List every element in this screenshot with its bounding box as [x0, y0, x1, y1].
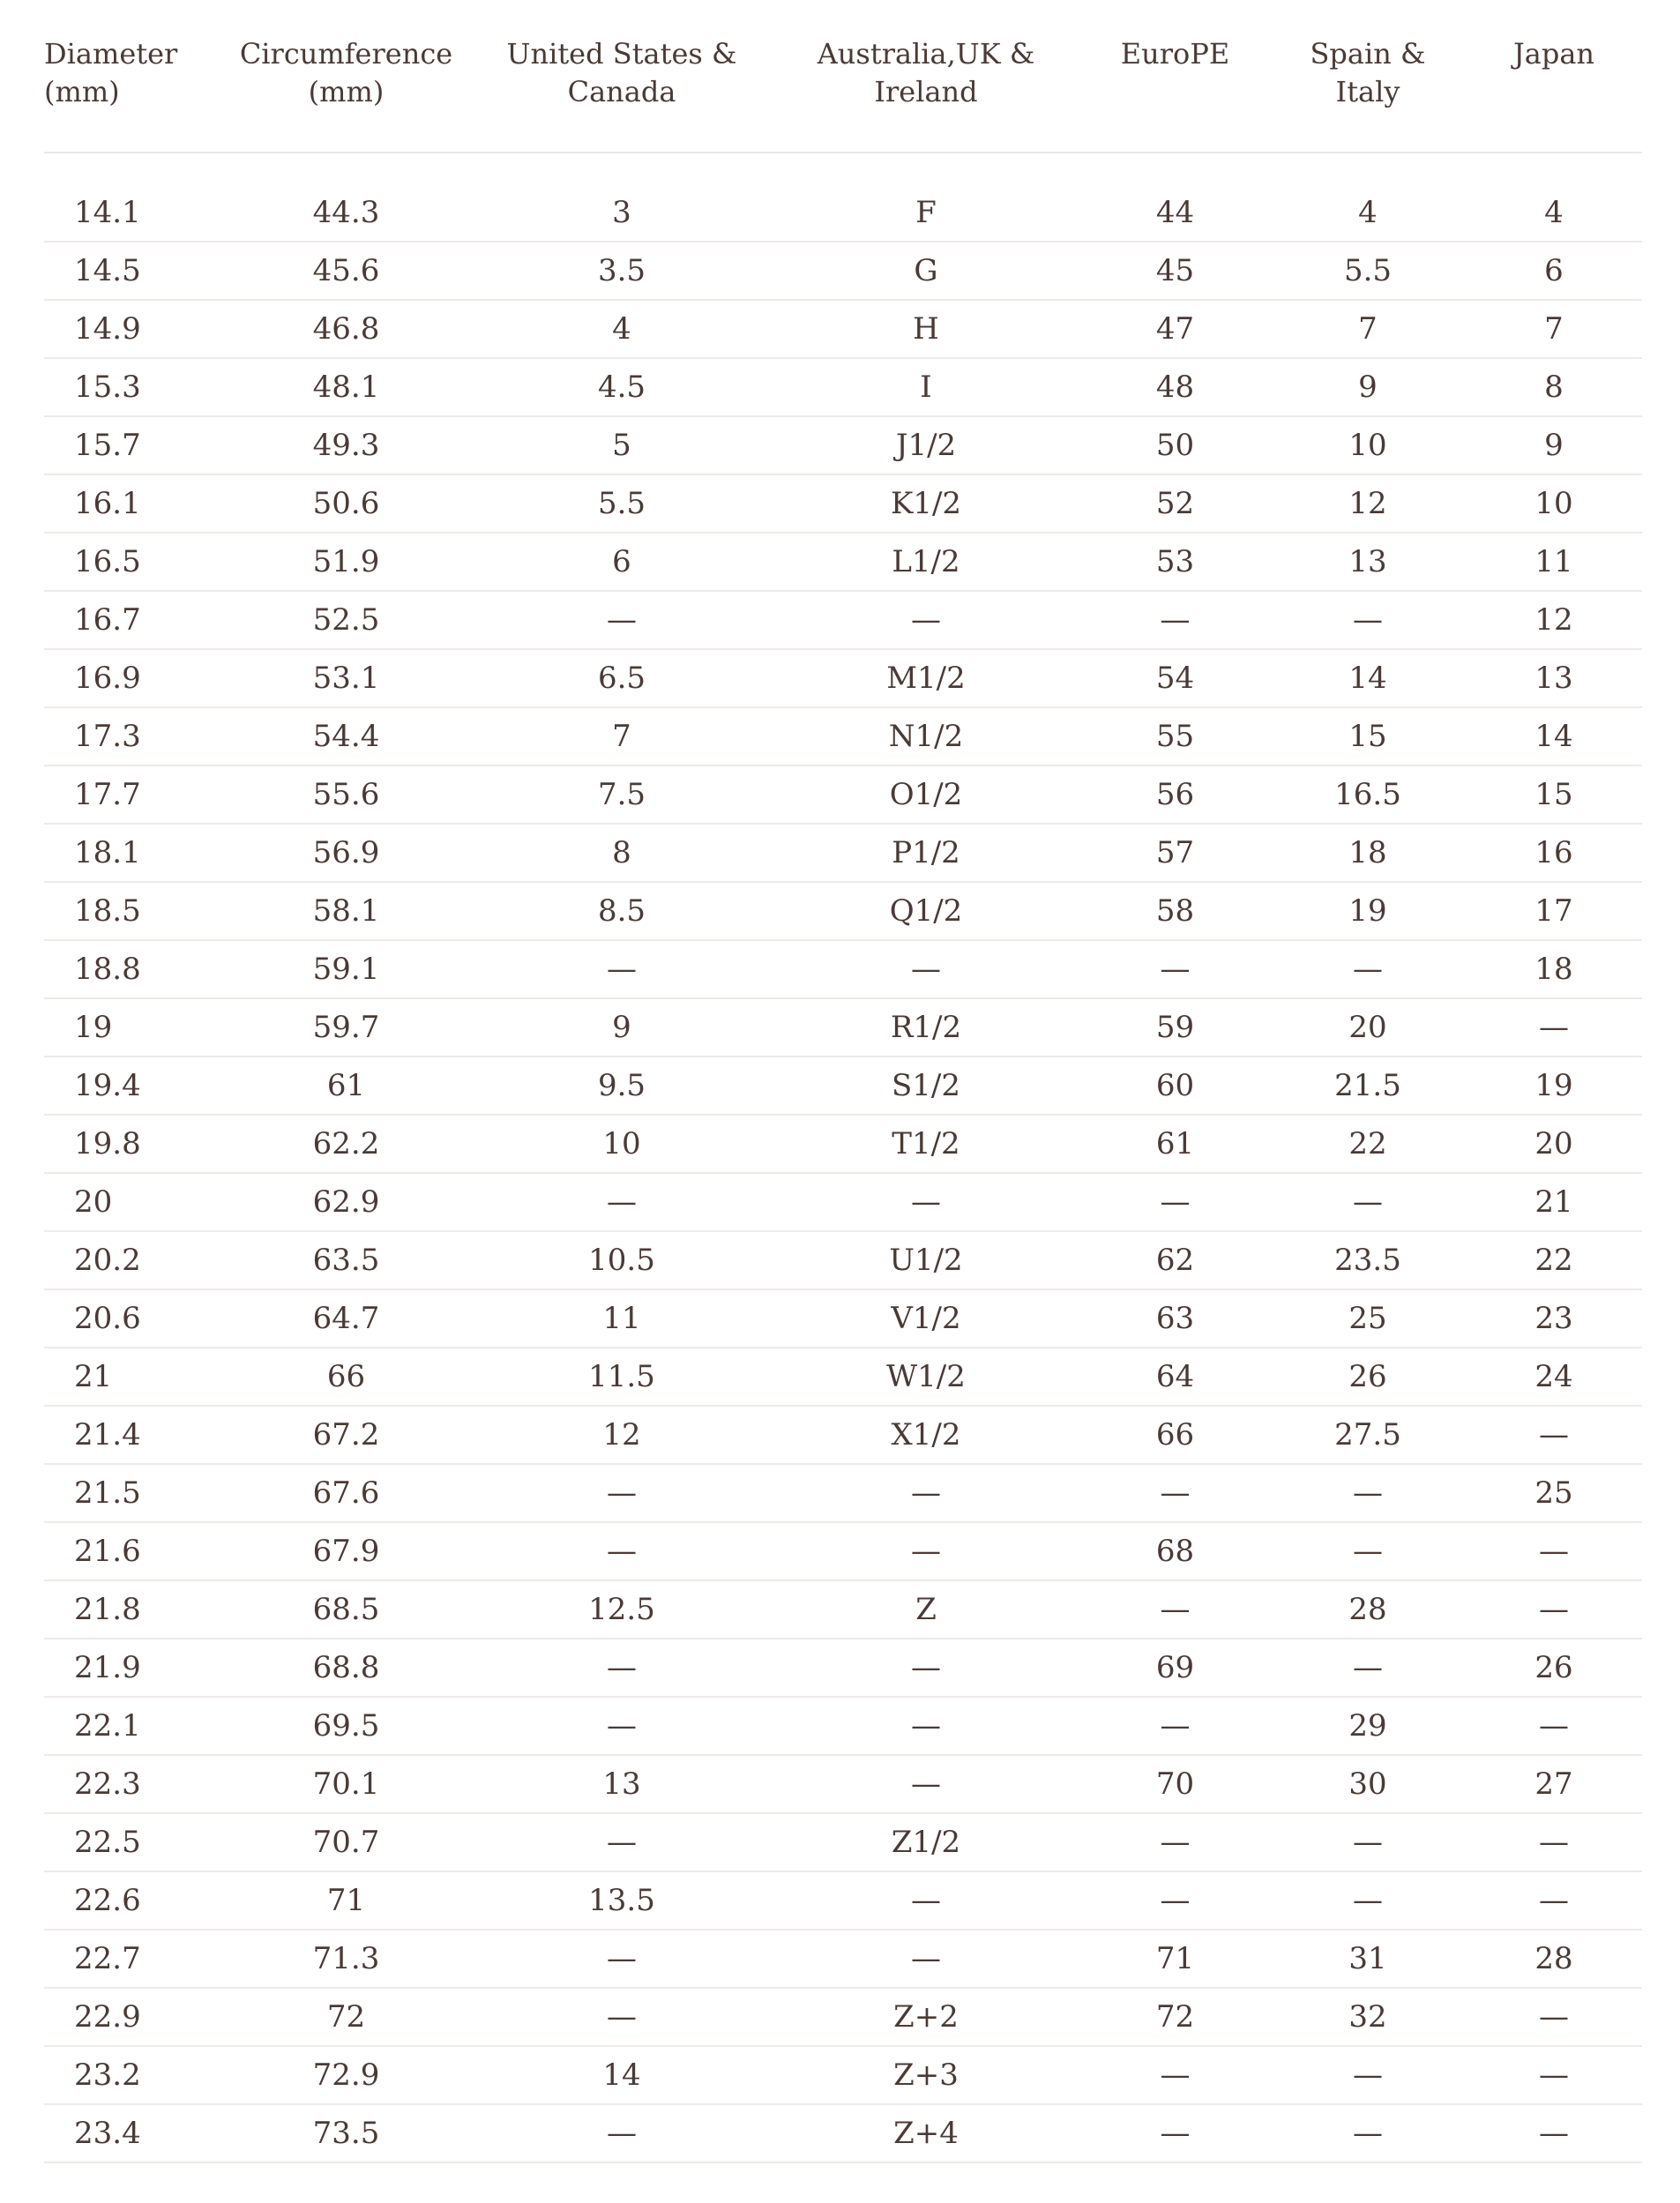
cell-circumference: 73.5 [220, 2104, 472, 2162]
cell-japan: — [1466, 1697, 1642, 1755]
cell-europe: — [1080, 1464, 1270, 1522]
cell-japan: 12 [1466, 591, 1642, 649]
cell-spain-italy: 4 [1270, 184, 1466, 242]
cell-europe: — [1080, 1871, 1270, 1930]
table-row [44, 2104, 1642, 2162]
cell-diameter: 22.3 [44, 1755, 220, 1813]
table-row [44, 882, 1642, 940]
cell-us-canada: 10.5 [472, 1231, 772, 1289]
header-row [44, 35, 1642, 153]
cell-europe: — [1080, 1173, 1270, 1231]
cell-japan: 14 [1466, 707, 1642, 765]
cell-europe: 64 [1080, 1348, 1270, 1406]
cell-us-canada: — [472, 1464, 772, 1522]
cell-japan: 11 [1466, 533, 1642, 591]
cell-spain-italy: 30 [1270, 1755, 1466, 1813]
cell-australia-uk-ireland: — [772, 591, 1080, 649]
cell-us-canada: — [472, 1173, 772, 1231]
cell-spain-italy: 22 [1270, 1115, 1466, 1173]
cell-australia-uk-ireland: — [772, 1697, 1080, 1755]
cell-diameter: 18.5 [44, 882, 220, 940]
cell-diameter: 23.2 [44, 2046, 220, 2104]
ring-size-table [44, 35, 1642, 2163]
cell-circumference: 46.8 [220, 300, 472, 358]
cell-spain-italy: 10 [1270, 416, 1466, 474]
cell-japan: 28 [1466, 1930, 1642, 1988]
cell-europe: — [1080, 1697, 1270, 1755]
cell-japan: 13 [1466, 649, 1642, 707]
cell-diameter: 18.8 [44, 940, 220, 998]
cell-spain-italy: — [1270, 591, 1466, 649]
cell-circumference: 69.5 [220, 1697, 472, 1755]
cell-us-canada: 14 [472, 2046, 772, 2104]
cell-spain-italy: 7 [1270, 300, 1466, 358]
cell-us-canada: — [472, 1697, 772, 1755]
cell-diameter: 21.8 [44, 1580, 220, 1639]
cell-australia-uk-ireland: P1/2 [772, 824, 1080, 882]
cell-us-canada: 11.5 [472, 1348, 772, 1406]
table-row [44, 474, 1642, 533]
cell-japan: — [1466, 1406, 1642, 1464]
cell-europe: — [1080, 2104, 1270, 2162]
table-row [44, 1522, 1642, 1580]
cell-us-canada: 3.5 [472, 242, 772, 300]
cell-diameter: 21.6 [44, 1522, 220, 1580]
cell-europe: 70 [1080, 1755, 1270, 1813]
cell-europe: 61 [1080, 1115, 1270, 1173]
cell-japan: 17 [1466, 882, 1642, 940]
cell-spain-italy: 26 [1270, 1348, 1466, 1406]
cell-japan: — [1466, 1871, 1642, 1930]
cell-spain-italy: 32 [1270, 1988, 1466, 2046]
table-row [44, 1639, 1642, 1697]
cell-circumference: 71 [220, 1871, 472, 1930]
cell-diameter: 21.5 [44, 1464, 220, 1522]
cell-australia-uk-ireland: Z+2 [772, 1988, 1080, 2046]
cell-australia-uk-ireland: N1/2 [772, 707, 1080, 765]
cell-us-canada: 11 [472, 1289, 772, 1348]
cell-diameter: 14.1 [44, 184, 220, 242]
cell-japan: — [1466, 1580, 1642, 1639]
cell-spain-italy: — [1270, 940, 1466, 998]
table-body [44, 153, 1642, 2162]
table-row [44, 1173, 1642, 1231]
table-row [44, 1988, 1642, 2046]
cell-europe: — [1080, 1813, 1270, 1871]
cell-spain-italy: 21.5 [1270, 1057, 1466, 1115]
table-row [44, 940, 1642, 998]
cell-japan: 15 [1466, 765, 1642, 824]
cell-europe: 62 [1080, 1231, 1270, 1289]
table-row [44, 1057, 1642, 1115]
cell-spain-italy: 25 [1270, 1289, 1466, 1348]
header-australia-uk-ireland: Australia,UK & Ireland [772, 35, 1080, 153]
cell-circumference: 55.6 [220, 765, 472, 824]
cell-diameter: 18.1 [44, 824, 220, 882]
cell-diameter: 22.5 [44, 1813, 220, 1871]
cell-circumference: 72 [220, 1988, 472, 2046]
cell-spain-italy: 9 [1270, 358, 1466, 416]
cell-europe: 57 [1080, 824, 1270, 882]
cell-us-canada: 7.5 [472, 765, 772, 824]
cell-diameter: 17.3 [44, 707, 220, 765]
cell-australia-uk-ireland: — [772, 1639, 1080, 1697]
cell-japan: — [1466, 1522, 1642, 1580]
cell-spain-italy: 20 [1270, 998, 1466, 1057]
cell-circumference: 52.5 [220, 591, 472, 649]
cell-us-canada: 6 [472, 533, 772, 591]
cell-diameter: 19.4 [44, 1057, 220, 1115]
cell-circumference: 72.9 [220, 2046, 472, 2104]
cell-australia-uk-ireland: F [772, 184, 1080, 242]
cell-europe: — [1080, 1580, 1270, 1639]
cell-australia-uk-ireland: — [772, 1930, 1080, 1988]
table-row [44, 824, 1642, 882]
cell-australia-uk-ireland: L1/2 [772, 533, 1080, 591]
cell-australia-uk-ireland: R1/2 [772, 998, 1080, 1057]
cell-us-canada: 4 [472, 300, 772, 358]
cell-us-canada: 5.5 [472, 474, 772, 533]
header-japan: Japan [1466, 35, 1642, 153]
cell-japan: 16 [1466, 824, 1642, 882]
header-spain-italy: Spain & Italy [1270, 35, 1466, 153]
cell-europe: 60 [1080, 1057, 1270, 1115]
cell-circumference: 59.7 [220, 998, 472, 1057]
cell-australia-uk-ireland: T1/2 [772, 1115, 1080, 1173]
cell-circumference: 44.3 [220, 184, 472, 242]
table-row [44, 358, 1642, 416]
table-row [44, 765, 1642, 824]
cell-circumference: 70.7 [220, 1813, 472, 1871]
cell-japan: 19 [1466, 1057, 1642, 1115]
cell-europe: 63 [1080, 1289, 1270, 1348]
cell-circumference: 58.1 [220, 882, 472, 940]
cell-spain-italy: 14 [1270, 649, 1466, 707]
cell-circumference: 51.9 [220, 533, 472, 591]
cell-australia-uk-ireland: O1/2 [772, 765, 1080, 824]
table-row [44, 184, 1642, 242]
cell-spain-italy: — [1270, 1871, 1466, 1930]
table-row [44, 649, 1642, 707]
cell-circumference: 54.4 [220, 707, 472, 765]
cell-circumference: 67.6 [220, 1464, 472, 1522]
table-row [44, 416, 1642, 474]
table-header [44, 35, 1642, 153]
cell-us-canada: — [472, 1930, 772, 1988]
cell-spain-italy: — [1270, 1173, 1466, 1231]
cell-us-canada: — [472, 1522, 772, 1580]
cell-australia-uk-ireland: S1/2 [772, 1057, 1080, 1115]
cell-spain-italy: 23.5 [1270, 1231, 1466, 1289]
cell-circumference: 49.3 [220, 416, 472, 474]
cell-europe: 66 [1080, 1406, 1270, 1464]
cell-europe: 47 [1080, 300, 1270, 358]
cell-spain-italy: 29 [1270, 1697, 1466, 1755]
cell-japan: 4 [1466, 184, 1642, 242]
cell-japan: 9 [1466, 416, 1642, 474]
cell-europe: 69 [1080, 1639, 1270, 1697]
cell-japan: — [1466, 998, 1642, 1057]
cell-europe: 59 [1080, 998, 1270, 1057]
cell-circumference: 61 [220, 1057, 472, 1115]
cell-us-canada: 8 [472, 824, 772, 882]
cell-us-canada: — [472, 1639, 772, 1697]
cell-spain-italy: 31 [1270, 1930, 1466, 1988]
cell-europe: 45 [1080, 242, 1270, 300]
cell-spain-italy: 12 [1270, 474, 1466, 533]
cell-diameter: 19.8 [44, 1115, 220, 1173]
cell-europe: 68 [1080, 1522, 1270, 1580]
cell-circumference: 63.5 [220, 1231, 472, 1289]
cell-japan: — [1466, 1988, 1642, 2046]
header-spacer [44, 153, 1642, 184]
cell-japan: 24 [1466, 1348, 1642, 1406]
cell-australia-uk-ireland: V1/2 [772, 1289, 1080, 1348]
cell-spain-italy: 5.5 [1270, 242, 1466, 300]
cell-japan: — [1466, 1813, 1642, 1871]
cell-diameter: 22.7 [44, 1930, 220, 1988]
cell-us-canada: 13 [472, 1755, 772, 1813]
table-row [44, 1348, 1642, 1406]
table-row [44, 1580, 1642, 1639]
header-europe: EuroPE [1080, 35, 1270, 153]
cell-diameter: 20.6 [44, 1289, 220, 1348]
cell-australia-uk-ireland: — [772, 1755, 1080, 1813]
cell-circumference: 62.2 [220, 1115, 472, 1173]
cell-europe: 58 [1080, 882, 1270, 940]
cell-diameter: 15.7 [44, 416, 220, 474]
cell-spain-italy: 18 [1270, 824, 1466, 882]
table-row [44, 1406, 1642, 1464]
header-us-canada: United States & Canada [472, 35, 772, 153]
cell-diameter: 16.1 [44, 474, 220, 533]
table-row [44, 2046, 1642, 2104]
cell-spain-italy: — [1270, 1522, 1466, 1580]
cell-japan: 21 [1466, 1173, 1642, 1231]
cell-circumference: 66 [220, 1348, 472, 1406]
cell-spain-italy: 13 [1270, 533, 1466, 591]
cell-us-canada: 10 [472, 1115, 772, 1173]
cell-australia-uk-ireland: Q1/2 [772, 882, 1080, 940]
cell-australia-uk-ireland: K1/2 [772, 474, 1080, 533]
cell-circumference: 67.2 [220, 1406, 472, 1464]
cell-europe: 44 [1080, 184, 1270, 242]
cell-europe: 56 [1080, 765, 1270, 824]
cell-spain-italy: — [1270, 2104, 1466, 2162]
cell-australia-uk-ireland: U1/2 [772, 1231, 1080, 1289]
cell-us-canada: — [472, 591, 772, 649]
cell-spain-italy: — [1270, 1464, 1466, 1522]
table-row [44, 242, 1642, 300]
cell-spain-italy: — [1270, 1639, 1466, 1697]
table-row [44, 1115, 1642, 1173]
cell-us-canada: 4.5 [472, 358, 772, 416]
table-row [44, 533, 1642, 591]
header-diameter: Diameter (mm) [44, 35, 220, 153]
cell-circumference: 53.1 [220, 649, 472, 707]
cell-circumference: 67.9 [220, 1522, 472, 1580]
cell-diameter: 22.1 [44, 1697, 220, 1755]
cell-us-canada: 12 [472, 1406, 772, 1464]
cell-circumference: 71.3 [220, 1930, 472, 1988]
table-row [44, 591, 1642, 649]
cell-us-canada: — [472, 1988, 772, 2046]
cell-diameter: 17.7 [44, 765, 220, 824]
cell-circumference: 50.6 [220, 474, 472, 533]
cell-diameter: 23.4 [44, 2104, 220, 2162]
cell-us-canada: 8.5 [472, 882, 772, 940]
cell-us-canada: — [472, 940, 772, 998]
cell-australia-uk-ireland: — [772, 1173, 1080, 1231]
cell-diameter: 21 [44, 1348, 220, 1406]
cell-europe: 53 [1080, 533, 1270, 591]
cell-europe: 71 [1080, 1930, 1270, 1988]
cell-diameter: 15.3 [44, 358, 220, 416]
cell-australia-uk-ireland: X1/2 [772, 1406, 1080, 1464]
cell-australia-uk-ireland: — [772, 1464, 1080, 1522]
cell-europe: 48 [1080, 358, 1270, 416]
cell-japan: 10 [1466, 474, 1642, 533]
cell-australia-uk-ireland: J1/2 [772, 416, 1080, 474]
cell-australia-uk-ireland: H [772, 300, 1080, 358]
cell-japan: 8 [1466, 358, 1642, 416]
cell-spain-italy: 28 [1270, 1580, 1466, 1639]
cell-japan: 25 [1466, 1464, 1642, 1522]
table-row [44, 1813, 1642, 1871]
cell-diameter: 14.9 [44, 300, 220, 358]
cell-spain-italy: 16.5 [1270, 765, 1466, 824]
cell-australia-uk-ireland: I [772, 358, 1080, 416]
cell-us-canada: 13.5 [472, 1871, 772, 1930]
cell-japan: — [1466, 2104, 1642, 2162]
cell-us-canada: 6.5 [472, 649, 772, 707]
cell-europe: 50 [1080, 416, 1270, 474]
cell-australia-uk-ireland: Z+4 [772, 2104, 1080, 2162]
cell-australia-uk-ireland: — [772, 1522, 1080, 1580]
cell-japan: 7 [1466, 300, 1642, 358]
cell-diameter: 22.6 [44, 1871, 220, 1930]
cell-circumference: 62.9 [220, 1173, 472, 1231]
cell-australia-uk-ireland: W1/2 [772, 1348, 1080, 1406]
cell-diameter: 16.9 [44, 649, 220, 707]
table-row [44, 998, 1642, 1057]
cell-diameter: 19 [44, 998, 220, 1057]
cell-europe: 72 [1080, 1988, 1270, 2046]
cell-japan: 22 [1466, 1231, 1642, 1289]
cell-australia-uk-ireland: G [772, 242, 1080, 300]
cell-europe: 55 [1080, 707, 1270, 765]
cell-diameter: 20 [44, 1173, 220, 1231]
cell-diameter: 21.4 [44, 1406, 220, 1464]
cell-australia-uk-ireland: — [772, 1871, 1080, 1930]
cell-europe: 54 [1080, 649, 1270, 707]
cell-us-canada: 9.5 [472, 1057, 772, 1115]
cell-diameter: 22.9 [44, 1988, 220, 2046]
table-row [44, 1464, 1642, 1522]
cell-us-canada: 5 [472, 416, 772, 474]
cell-japan: 26 [1466, 1639, 1642, 1697]
table-row [44, 1697, 1642, 1755]
cell-us-canada: — [472, 2104, 772, 2162]
cell-europe: — [1080, 940, 1270, 998]
cell-diameter: 16.5 [44, 533, 220, 591]
cell-us-canada: 9 [472, 998, 772, 1057]
cell-spain-italy: 15 [1270, 707, 1466, 765]
cell-europe: — [1080, 2046, 1270, 2104]
table-row [44, 300, 1642, 358]
cell-circumference: 45.6 [220, 242, 472, 300]
cell-spain-italy: — [1270, 1813, 1466, 1871]
cell-australia-uk-ireland: — [772, 940, 1080, 998]
cell-circumference: 64.7 [220, 1289, 472, 1348]
cell-japan: 18 [1466, 940, 1642, 998]
table-row [44, 707, 1642, 765]
cell-spain-italy: 27.5 [1270, 1406, 1466, 1464]
cell-europe: 52 [1080, 474, 1270, 533]
cell-circumference: 68.8 [220, 1639, 472, 1697]
table-row [44, 1871, 1642, 1930]
cell-spain-italy: 19 [1270, 882, 1466, 940]
cell-japan: 20 [1466, 1115, 1642, 1173]
cell-us-canada: 7 [472, 707, 772, 765]
cell-diameter: 21.9 [44, 1639, 220, 1697]
cell-japan: 27 [1466, 1755, 1642, 1813]
table-row [44, 1231, 1642, 1289]
header-circumference: Circumference (mm) [220, 35, 472, 153]
cell-diameter: 20.2 [44, 1231, 220, 1289]
cell-japan: 23 [1466, 1289, 1642, 1348]
cell-circumference: 70.1 [220, 1755, 472, 1813]
cell-diameter: 16.7 [44, 591, 220, 649]
cell-us-canada: 12.5 [472, 1580, 772, 1639]
table-row [44, 1755, 1642, 1813]
cell-circumference: 48.1 [220, 358, 472, 416]
cell-us-canada: 3 [472, 184, 772, 242]
cell-diameter: 14.5 [44, 242, 220, 300]
cell-spain-italy: — [1270, 2046, 1466, 2104]
cell-us-canada: — [472, 1813, 772, 1871]
cell-circumference: 59.1 [220, 940, 472, 998]
cell-australia-uk-ireland: Z1/2 [772, 1813, 1080, 1871]
cell-japan: — [1466, 2046, 1642, 2104]
table-row [44, 1289, 1642, 1348]
table-row [44, 1930, 1642, 1988]
cell-circumference: 56.9 [220, 824, 472, 882]
cell-europe: — [1080, 591, 1270, 649]
cell-australia-uk-ireland: M1/2 [772, 649, 1080, 707]
cell-australia-uk-ireland: Z [772, 1580, 1080, 1639]
cell-circumference: 68.5 [220, 1580, 472, 1639]
cell-japan: 6 [1466, 242, 1642, 300]
cell-australia-uk-ireland: Z+3 [772, 2046, 1080, 2104]
